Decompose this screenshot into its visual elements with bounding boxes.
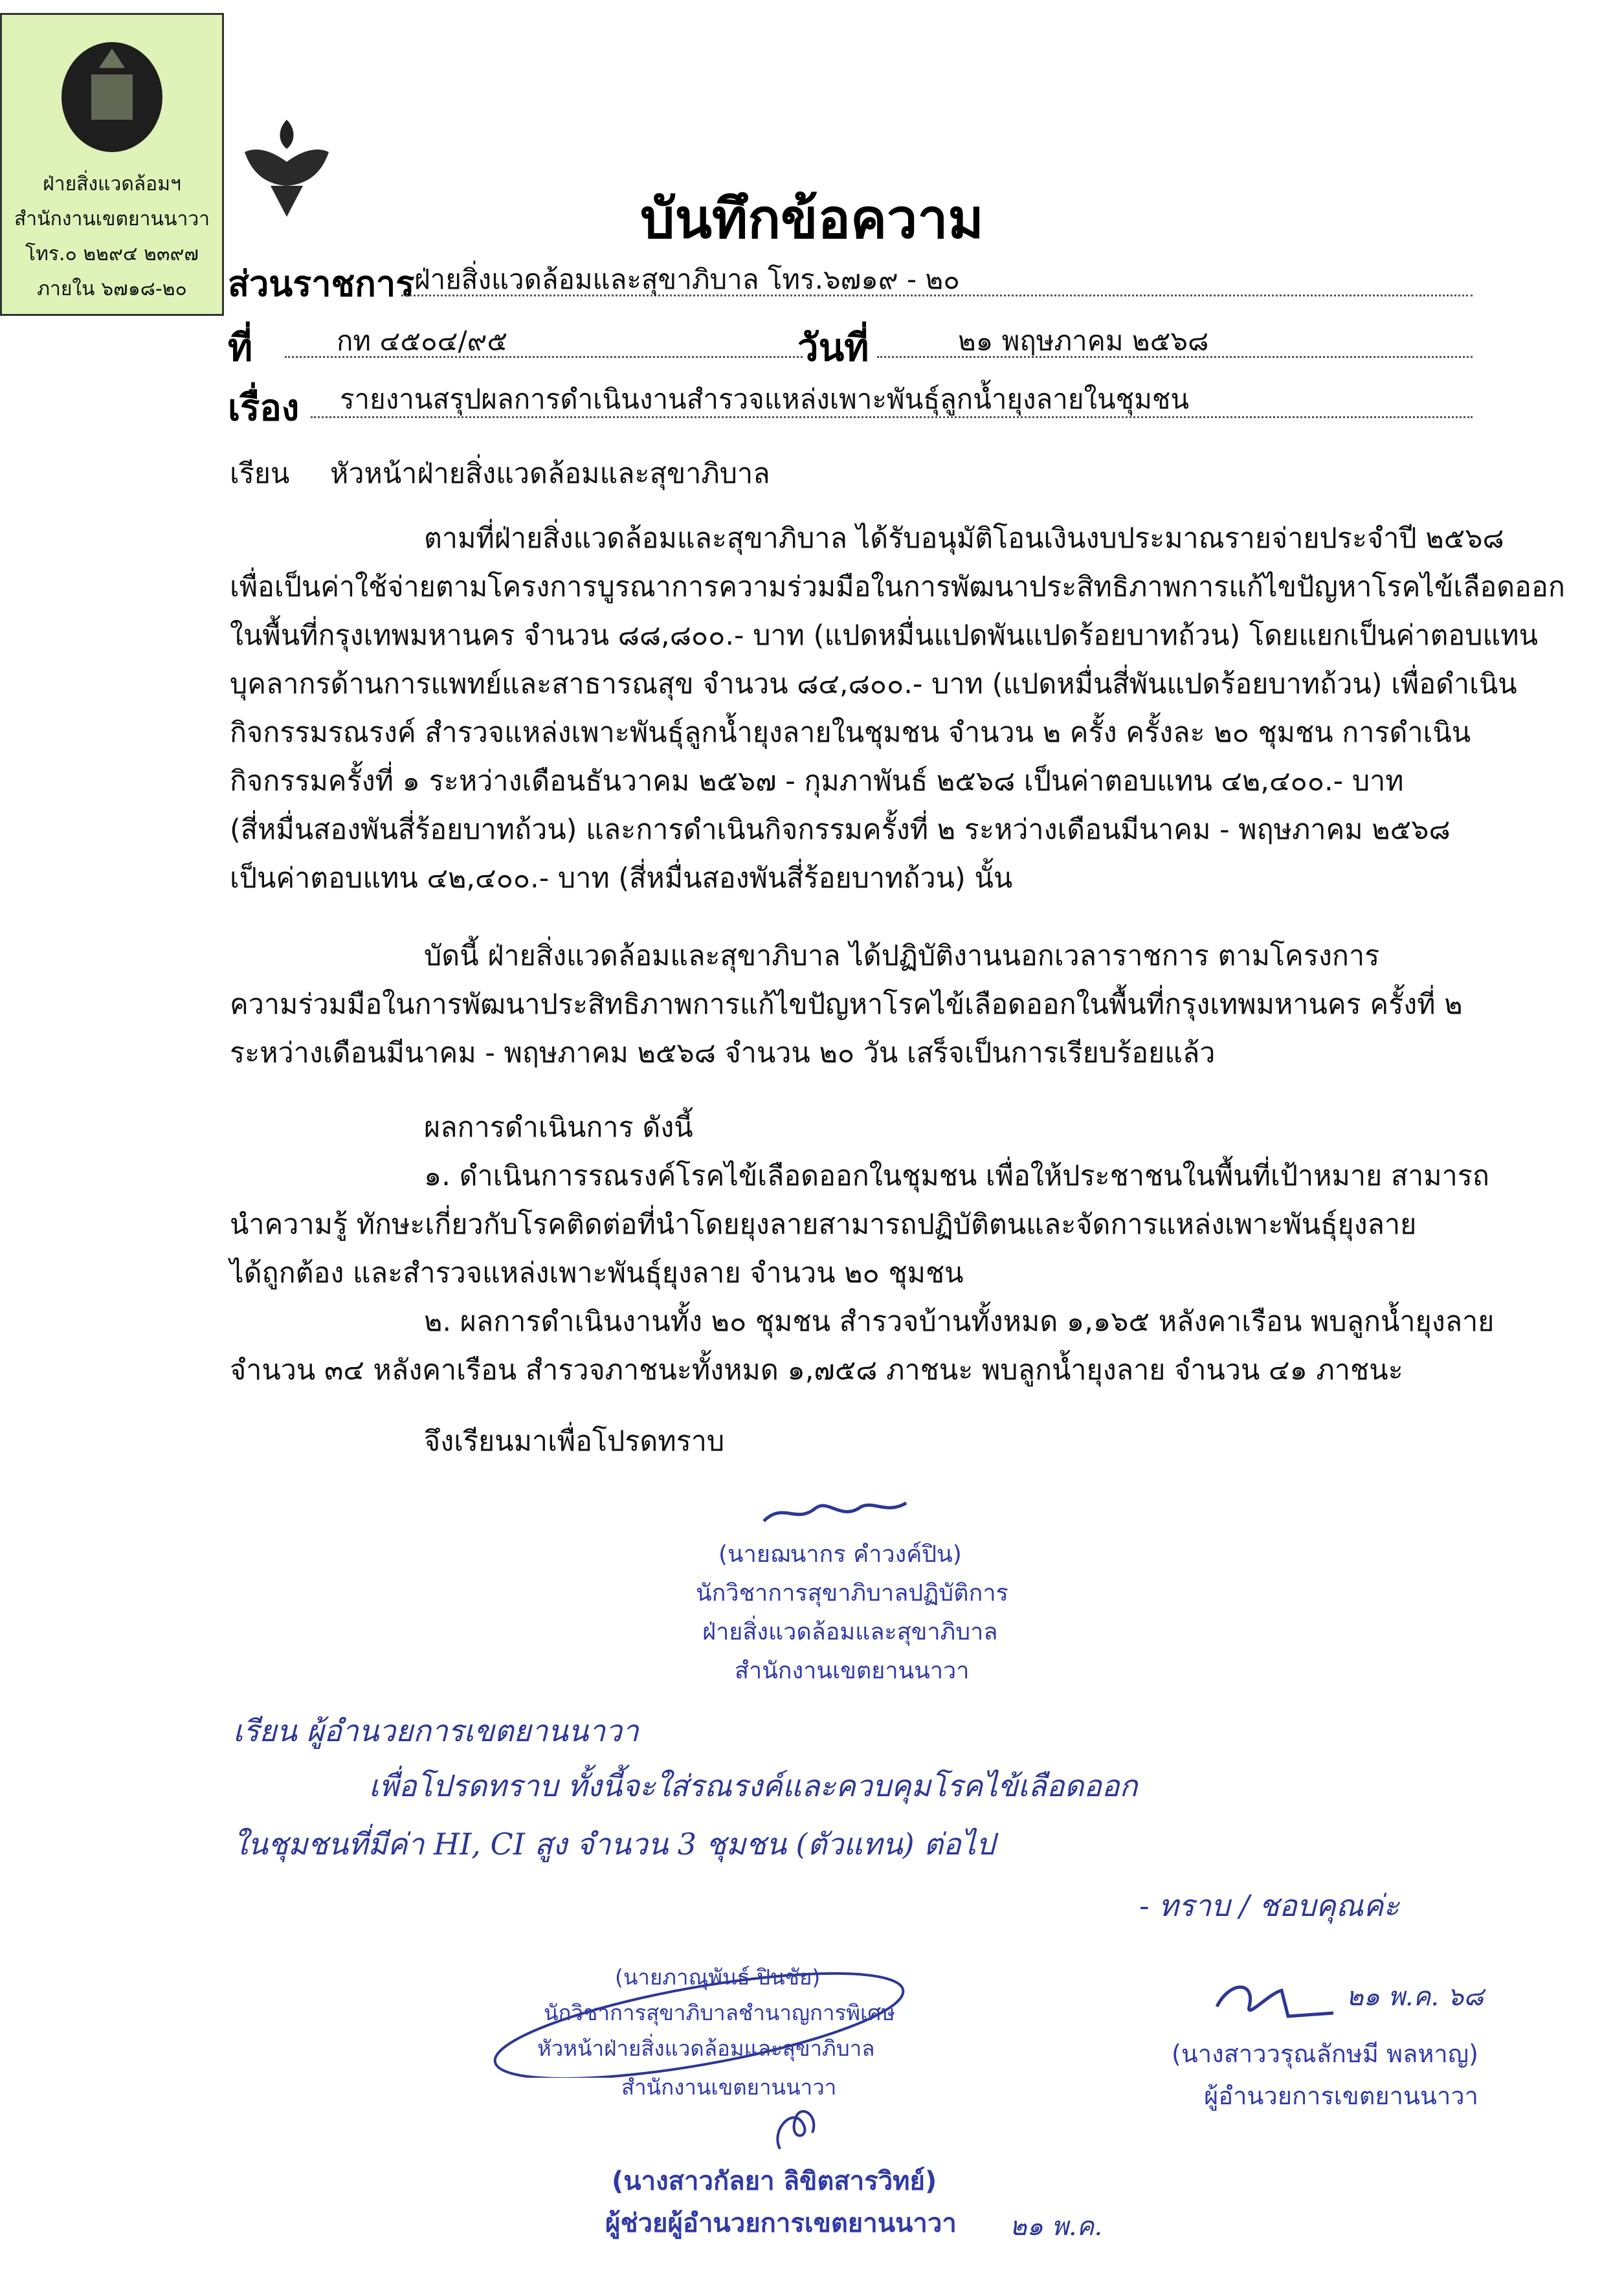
para1-line: กิจกรรมครั้งที่ ๑ ระหว่างเดือนธันวาคม ๒๕๖๗ - กุมภาพันธ์ ๒๕๖๘ เป็นค่าตอบแทน ๔๒,๔๐๐.- บาท	[230, 765, 1404, 797]
stamp-line: ฝ่ายสิ่งแวดล้อมฯ	[43, 173, 181, 195]
signer1-office: สำนักงานเขตยานนาวา	[735, 1658, 970, 1684]
para1-line: ในพื้นที่กรุงเทพมหานคร จำนวน ๘๘,๘๐๐.- บาท (แปดหมื่นแปดพันแปดร้อยบาทถ้วน) โดยแยกเป็นค่าตอบแทน	[230, 619, 1538, 652]
subject-label: เรื่อง	[228, 387, 300, 429]
signer4-position: ผู้ช่วยผู้อำนวยการเขตยานนาวา	[605, 2209, 957, 2238]
signer2-position: นักวิชาการสุขาภิบาลชำนาญการพิเศษ	[544, 2000, 896, 2025]
signer4-name: (นางสาวกัลยา ลิขิตสารวิทย์)	[612, 2166, 937, 2196]
closing-line: จึงเรียนมาเพื่อโปรดทราบ	[424, 1425, 725, 1458]
signature-mark	[757, 1489, 913, 1534]
results-heading: ผลการดำเนินการ ดังนี้	[424, 1111, 693, 1144]
para2-line: ความร่วมมือในการพัฒนาประสิทธิภาพการแก้ไขปัญหาโรคไข้เลือดออกในพื้นที่กรุงเทพมหานคร ครั้งที่ ๒	[230, 988, 1463, 1021]
stamp-line: ภายใน ๖๗๑๘-๒๐	[37, 278, 187, 300]
item2-line: ๒. ผลการดำเนินงานทั้ง ๒๐ ชุมชน สำรวจบ้านทั้งหมด ๑,๑๖๕ หลังคาเรือน พบลูกน้ำยุงลาย	[424, 1306, 1495, 1338]
handwritten-note-line: - ทราบ / ชอบคุณค่ะ	[1139, 1888, 1399, 1923]
agency-label: ส่วนราชการ	[228, 263, 415, 304]
signature-mark	[1210, 1968, 1340, 2026]
document-title: บันทึกข้อความ	[640, 187, 984, 250]
handwritten-note-line: ในชุมชนที่มีค่า HI, CI สูง จำนวน 3 ชุมชน (ตัวแทน) ต่อไป	[233, 1827, 995, 1862]
item1-line: นำความรู้ ทักษะเกี่ยวกับโรคติดต่อที่นำโดยยุงลายสามารถปฏิบัติตนและจัดการแหล่งเพาะพันธุ์ยุงลาย	[230, 1208, 1417, 1241]
signature-mark	[767, 2104, 825, 2155]
date-label: วันที่	[797, 326, 869, 370]
item1-line: ๑. ดำเนินการรณรงค์โรคไข้เลือดออกในชุมชน เพื่อให้ประชาชนในพื้นที่เป้าหมาย สามารถ	[424, 1160, 1489, 1192]
para1-line: บุคลากรด้านการแพทย์และสาธารณสุข จำนวน ๘๔,๘๐๐.- บาท (แปดหมื่นสี่พันแปดร้อยบาทถ้วน) เพื่อดำเนิน	[230, 668, 1517, 700]
signer3-position: ผู้อำนวยการเขตยานนาวา	[1204, 2082, 1478, 2110]
signer3-date-note: ๒๑ พ.ค. ๖๘	[1346, 1982, 1484, 2012]
stamp-line: โทร.๐ ๒๒๙๔ ๒๓๙๗	[25, 243, 199, 265]
para2-line: ระหว่างเดือนมีนาคม - พฤษภาคม ๒๕๖๘ จำนวน ๒๐ วัน เสร็จเป็นการเรียบร้อยแล้ว	[230, 1037, 1216, 1069]
para2-line: บัดนี้ ฝ่ายสิ่งแวดล้อมและสุขาภิบาล ได้ปฏิบัติงานนอกเวลาราชการ ตามโครงการ	[424, 940, 1380, 972]
item2-line: จำนวน ๓๔ หลังคาเรือน สำรวจภาชนะทั้งหมด ๑,๗๕๘ ภาชนะ พบลูกน้ำยุงลาย จำนวน ๔๑ ภาชนะ	[230, 1354, 1403, 1386]
para1-line: ตามที่ฝ่ายสิ่งแวดล้อมและสุขาภิบาล ได้รับอนุมัติโอนเงินงบประมาณรายจ่ายประจำปี ๒๕๖๘	[424, 522, 1504, 555]
signer2-unit: หัวหน้าฝ่ายสิ่งแวดล้อมและสุขาภิบาล	[537, 2036, 875, 2061]
handwritten-note-line: เพื่อโปรดทราบ ทั้งนี้จะใส่รณรงค์และควบคุมโรคไข้เลือดออก	[369, 1768, 1138, 1803]
signer1-position: นักวิชาการสุขาภิบาลปฏิบัติการ	[696, 1580, 1008, 1607]
date-value: ๒๑ พฤษภาคม ๒๕๖๘	[958, 325, 1209, 357]
subject-value: รายงานสรุปผลการดำเนินงานสำรวจแหล่งเพาะพันธุ์ลูกน้ำยุงลายในชุมชน	[340, 383, 1190, 415]
signer1-unit: ฝ่ายสิ่งแวดล้อมและสุขาภิบาล	[702, 1619, 998, 1645]
para1-line: กิจกรรมรณรงค์ สำรวจแหล่งเพาะพันธุ์ลูกน้ำยุงลายในชุมชน จำนวน ๒ ครั้ง ครั้งละ ๒๐ ชุมชน การดำเนิน	[230, 717, 1471, 749]
signer3-name: (นางสาววรุณลักษมี พลหาญ)	[1172, 2040, 1478, 2068]
emblem-seal-icon	[54, 29, 170, 159]
para1-line: เพื่อเป็นค่าใช้จ่ายตามโครงการบูรณาการความร่วมมือในการพัฒนาประสิทธิภาพการแก้ไขปัญหาโรคไข้เลือดออก	[230, 571, 1565, 603]
signer1-name: (นายฌนากร คำวงค์ปิน)	[718, 1541, 962, 1568]
para1-line: เป็นค่าตอบแทน ๔๒,๔๐๐.- บาท (สี่หมื่นสองพันสี่ร้อยบาทถ้วน) นั้น	[230, 862, 1013, 895]
ref-label: ที่	[228, 326, 253, 370]
signer2-office: สำนักงานเขตยานนาวา	[621, 2075, 837, 2100]
signer4-date-note: ๒๑ พ.ค.	[1010, 2212, 1103, 2242]
ref-value: กท ๔๕๐๔/๙๕	[337, 325, 508, 357]
agency-value: ฝ่ายสิ่งแวดล้อมและสุขาภิบาล โทร.๖๗๑๙ - ๒๐	[414, 263, 960, 295]
para1-line: (สี่หมื่นสองพันสี่ร้อยบาทถ้วน) และการดำเนินกิจกรรมครั้งที่ ๒ ระหว่างเดือนมีนาคม - พฤษภาคม ๒๕๖๘	[230, 814, 1451, 846]
salutation-value: หัวหน้าฝ่ายสิ่งแวดล้อมและสุขาภิบาล	[330, 458, 770, 490]
stamp-line: สำนักงานเขตยานนาวา	[14, 208, 210, 230]
item1-line: ได้ถูกต้อง และสำรวจแหล่งเพาะพันธุ์ยุงลาย จำนวน ๒๐ ชุมชน	[230, 1257, 964, 1289]
department-stamp	[0, 13, 224, 316]
salutation-label: เรียน	[230, 458, 290, 490]
handwritten-note-line: เรียน ผู้อำนวยการเขตยานนาวา	[233, 1713, 639, 1748]
signer2-name: (นายภาณุพันธ์ ปินชัย)	[615, 1964, 821, 1990]
